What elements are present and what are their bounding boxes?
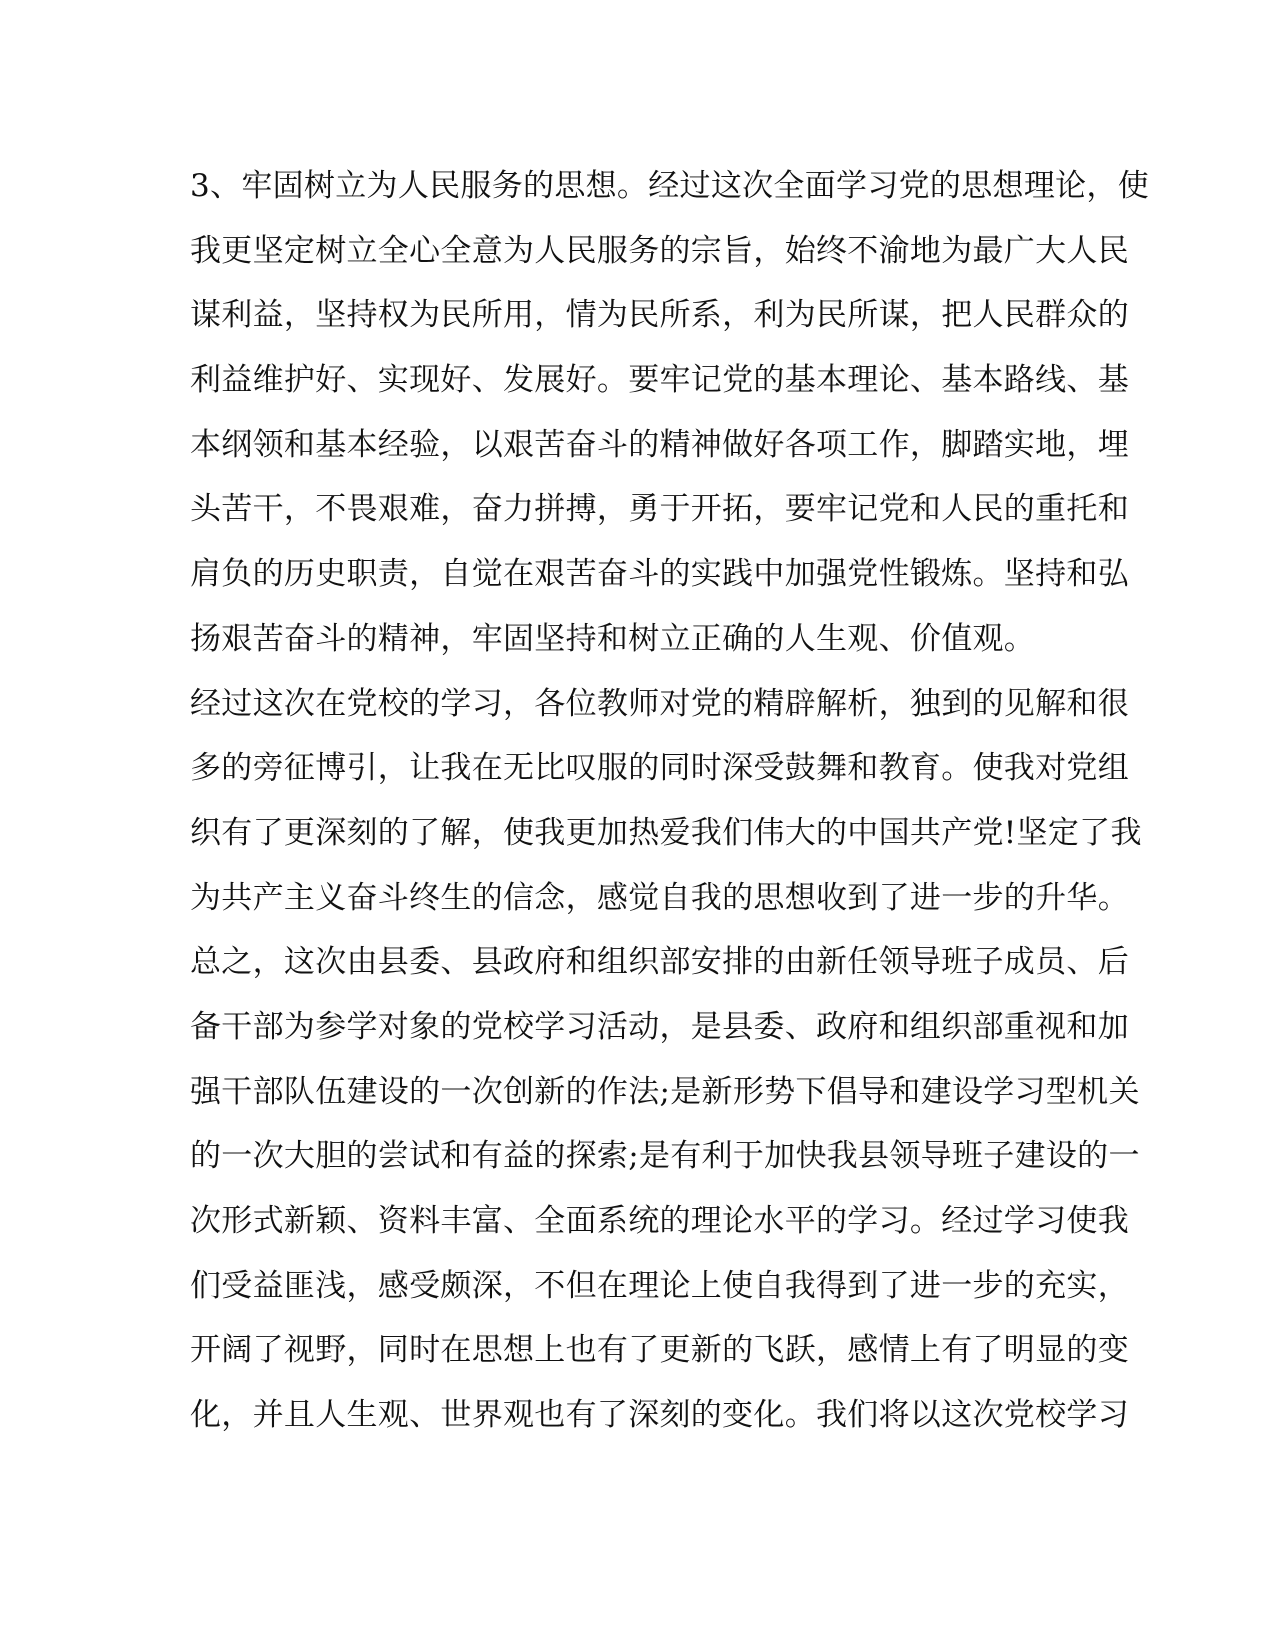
text-line: 们受益匪浅，感受颇深，不但在理论上使自我得到了进一步的充实， — [190, 1267, 1129, 1304]
text-line: 开阔了视野，同时在思想上也有了更新的飞跃，感情上有了明显的变 — [190, 1332, 1129, 1369]
text-line: 次形式新颖、资料丰富、全面系统的理论水平的学习。经过学习使我 — [190, 1203, 1129, 1239]
text-line: 多的旁征博引，让我在无比叹服的同时深受鼓舞和教育。使我对党组 — [190, 750, 1129, 787]
text-line: 为共产主义奋斗终生的信念，感觉自我的思想收到了进一步的升华。 — [190, 879, 1129, 916]
text-line: 我更坚定树立全心全意为人民服务的宗旨，始终不渝地为最广大人民 — [190, 232, 1129, 269]
text-line: 强干部队伍建设的一次创新的作法;是新形势下倡导和建设学习型机关 — [190, 1073, 1140, 1110]
text-line: 头苦干，不畏艰难，奋力拼搏，勇于开拓，要牢记党和人民的重托和 — [190, 491, 1129, 528]
text-line: 的一次大胆的尝试和有益的探索;是有利于加快我县领导班子建设的一 — [190, 1138, 1140, 1175]
text-line: 本纲领和基本经验，以艰苦奋斗的精神做好各项工作，脚踏实地，埋 — [190, 426, 1129, 463]
text-line: 利益维护好、实现好、发展好。要牢记党的基本理论、基本路线、基 — [190, 362, 1129, 399]
text-line: 备干部为参学对象的党校学习活动，是县委、政府和组织部重视和加 — [190, 1008, 1129, 1045]
body-text — [190, 154, 1150, 1448]
text-line: 化，并且人生观、世界观也有了深刻的变化。我们将以这次党校学习 — [190, 1397, 1129, 1434]
text-line: 经过这次在党校的学习，各位教师对党的精辟解析，独到的见解和很 — [190, 685, 1129, 722]
text-line: 总之，这次由县委、县政府和组织部安排的由新任领导班子成员、后 — [190, 944, 1129, 981]
text-line: 肩负的历史职责，自觉在艰苦奋斗的实践中加强党性锻炼。坚持和弘 — [190, 556, 1129, 593]
text-line: 3、牢固树立为人民服务的思想。经过这次全面学习党的思想理论，使 — [190, 168, 1150, 204]
text-line: 扬艰苦奋斗的精神，牢固坚持和树立正确的人生观、价值观。 — [190, 620, 1036, 657]
text-line: 谋利益，坚持权为民所用，情为民所系，利为民所谋，把人民群众的 — [190, 297, 1129, 334]
text-line: 织有了更深刻的了解，使我更加热爱我们伟大的中国共产党!坚定了我 — [190, 814, 1142, 851]
